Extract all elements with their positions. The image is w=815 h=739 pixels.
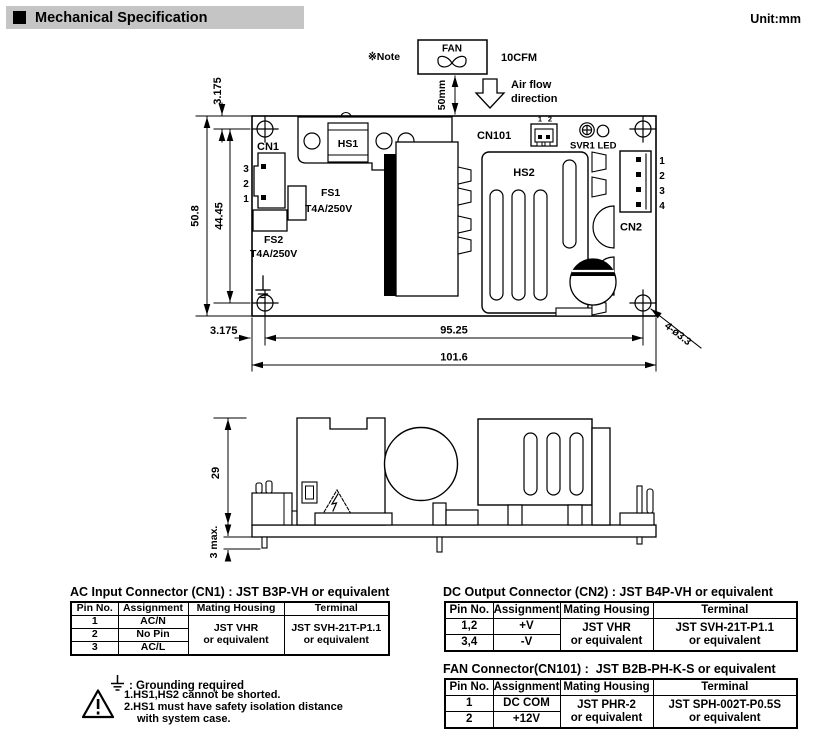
assignment-cell: AC/N [118, 616, 188, 629]
fs2-rating-label: T4A/250V [250, 248, 298, 260]
column-header: Assignment [493, 602, 560, 619]
table-header-row [71, 602, 389, 616]
cn101-connector [531, 124, 557, 146]
cn2-pin-label: 4 [659, 201, 665, 212]
pin-cell: 3,4 [445, 635, 493, 652]
dim-top-inset: 3.175 [212, 77, 224, 105]
warning-note-line: with system case. [137, 713, 231, 725]
warning-note-line: 1.HS1,HS2 cannot be shorted. [124, 689, 281, 701]
table-row [71, 616, 389, 629]
capacitor [570, 259, 616, 305]
column-header: Terminal [653, 602, 797, 619]
fan-cfm-label: 10CFM [501, 52, 538, 64]
terminal-line: JST SVH-21T-P1.1 [291, 622, 382, 635]
side-right-connector [620, 486, 654, 525]
housing-cell [188, 616, 284, 656]
side-pins [262, 537, 642, 552]
side-dimension-lines [214, 418, 260, 559]
cn1-pin-label: 2 [243, 179, 249, 190]
terminal-line: JST SPH-002T-P0.5S [668, 698, 781, 711]
airflow-label: direction [511, 93, 558, 105]
cn1-pin-label: 1 [243, 194, 249, 205]
pcb-bar [252, 525, 656, 537]
fan-label: FAN [442, 43, 462, 55]
side-heatsink [478, 419, 610, 525]
warning-triangle-icon [82, 688, 116, 720]
column-header: Assignment [493, 679, 560, 696]
cn101-pin-label: 1 [537, 114, 543, 124]
top-view [196, 40, 701, 371]
terminal-cell [653, 619, 797, 652]
cn1-label: CN1 [257, 141, 280, 153]
assignment-cell: AC/L [118, 642, 188, 656]
side-main-block [297, 418, 392, 525]
dim-left-inset: 3.175 [210, 325, 238, 337]
led-indicator-icon [597, 125, 609, 137]
terminal-line: or equivalent [688, 711, 761, 724]
table-row [445, 619, 797, 635]
pin-cell: 1 [445, 696, 493, 712]
column-header: Pin No. [71, 602, 118, 616]
svr1-led-label: SVR1 LED [570, 140, 617, 152]
pin-cell: 1,2 [445, 619, 493, 635]
airflow-label: Air flow [511, 79, 552, 91]
cn1-connector [254, 153, 285, 208]
dim-height: 50.8 [189, 205, 202, 227]
section-marker-icon [13, 11, 26, 24]
hs1-label: HS1 [337, 138, 359, 150]
cn101-pin-label: 2 [547, 114, 553, 124]
fs2-fuse [253, 210, 287, 231]
airflow-arrow-icon [476, 79, 504, 108]
column-header: Terminal [653, 679, 797, 696]
pin-cell: 1 [71, 616, 118, 629]
column-header: Pin No. [445, 602, 493, 619]
fan-connector-table [444, 678, 798, 729]
fs1-fuse [288, 186, 306, 220]
cn2-label: CN2 [620, 221, 643, 234]
dim-width: 101.6 [440, 351, 468, 364]
side-transformer [385, 428, 458, 501]
terminal-cell [653, 696, 797, 729]
terminal-line: or equivalent [688, 634, 761, 647]
fan-distance-label: 50mm [436, 79, 448, 111]
svr1-potentiometer-icon [580, 123, 594, 137]
cn2-pin-label: 3 [659, 186, 665, 197]
assignment-cell: +V [493, 619, 560, 635]
column-header: Mating Housing [560, 679, 653, 696]
ac-table-title: AC Input Connector (CN1) : JST B3P-VH or equivalent [70, 585, 390, 599]
fs1-rating-label: T4A/250V [305, 203, 353, 215]
fan-table-title: FAN Connector(CN101) : JST B2B-PH-K-S or equivalent [443, 662, 776, 676]
dim-side-height: 29 [210, 466, 222, 480]
assignment-cell: No Pin [118, 629, 188, 642]
housing-cell [560, 696, 653, 729]
housing-line: or equivalent [203, 634, 269, 646]
note-label: ※Note [368, 51, 401, 63]
dim-holes: 4-ø3.3 [662, 319, 694, 349]
table-row [445, 696, 797, 712]
column-header: Mating Housing [188, 602, 284, 616]
page-title: Mechanical Specification [35, 9, 208, 26]
column-header: Pin No. [445, 679, 493, 696]
cn2-pin-label: 2 [659, 171, 665, 182]
assignment-cell: DC COM [493, 696, 560, 712]
dim-hole-span-v: 44.45 [213, 202, 226, 230]
terminal-line: or equivalent [303, 634, 369, 646]
warning-note-line: 2.HS1 must have safety isolation distance [124, 701, 343, 713]
grounding-note-text: : Grounding required [129, 680, 244, 692]
table-header-row [445, 679, 797, 696]
fs1-label: FS1 [321, 187, 341, 199]
pin-cell: 3 [71, 642, 118, 656]
table-header-row [445, 602, 797, 619]
pin-cell: 2 [71, 629, 118, 642]
housing-cell [560, 619, 653, 652]
dc-table-title: DC Output Connector (CN2) : JST B4P-VH or equivalent [443, 585, 773, 599]
housing-line: or equivalent [570, 711, 643, 724]
housing-line: or equivalent [570, 634, 643, 647]
unit-label: Unit:mm [750, 12, 801, 26]
hs2-label: HS2 [513, 167, 535, 179]
terminal-cell [284, 616, 389, 656]
dim-pin-max: 3 max. [208, 525, 220, 559]
side-mid-blocks [433, 503, 478, 525]
transformer [384, 142, 471, 296]
column-header: Assignment [118, 602, 188, 616]
dim-hole-span-h: 95.25 [440, 324, 468, 337]
housing-line: JST PHR-2 [577, 698, 636, 711]
housing-line: JST VHR [582, 621, 631, 634]
pin-cell: 2 [445, 712, 493, 729]
housing-line: JST VHR [213, 622, 259, 635]
terminal-line: JST SVH-21T-P1.1 [675, 621, 774, 634]
assignment-cell: +12V [493, 712, 560, 729]
column-header: Terminal [284, 602, 389, 616]
cn2-connector [620, 151, 651, 212]
section-header [6, 6, 304, 29]
ac-connector-table [70, 601, 390, 656]
side-view [214, 418, 656, 559]
assignment-cell: -V [493, 635, 560, 652]
cn1-pin-label: 3 [243, 164, 249, 175]
dc-connector-table [444, 601, 798, 652]
fs2-label: FS2 [264, 234, 284, 246]
column-header: Mating Housing [560, 602, 653, 619]
cn2-pin-label: 1 [659, 156, 665, 167]
cn101-label: CN101 [477, 130, 512, 142]
